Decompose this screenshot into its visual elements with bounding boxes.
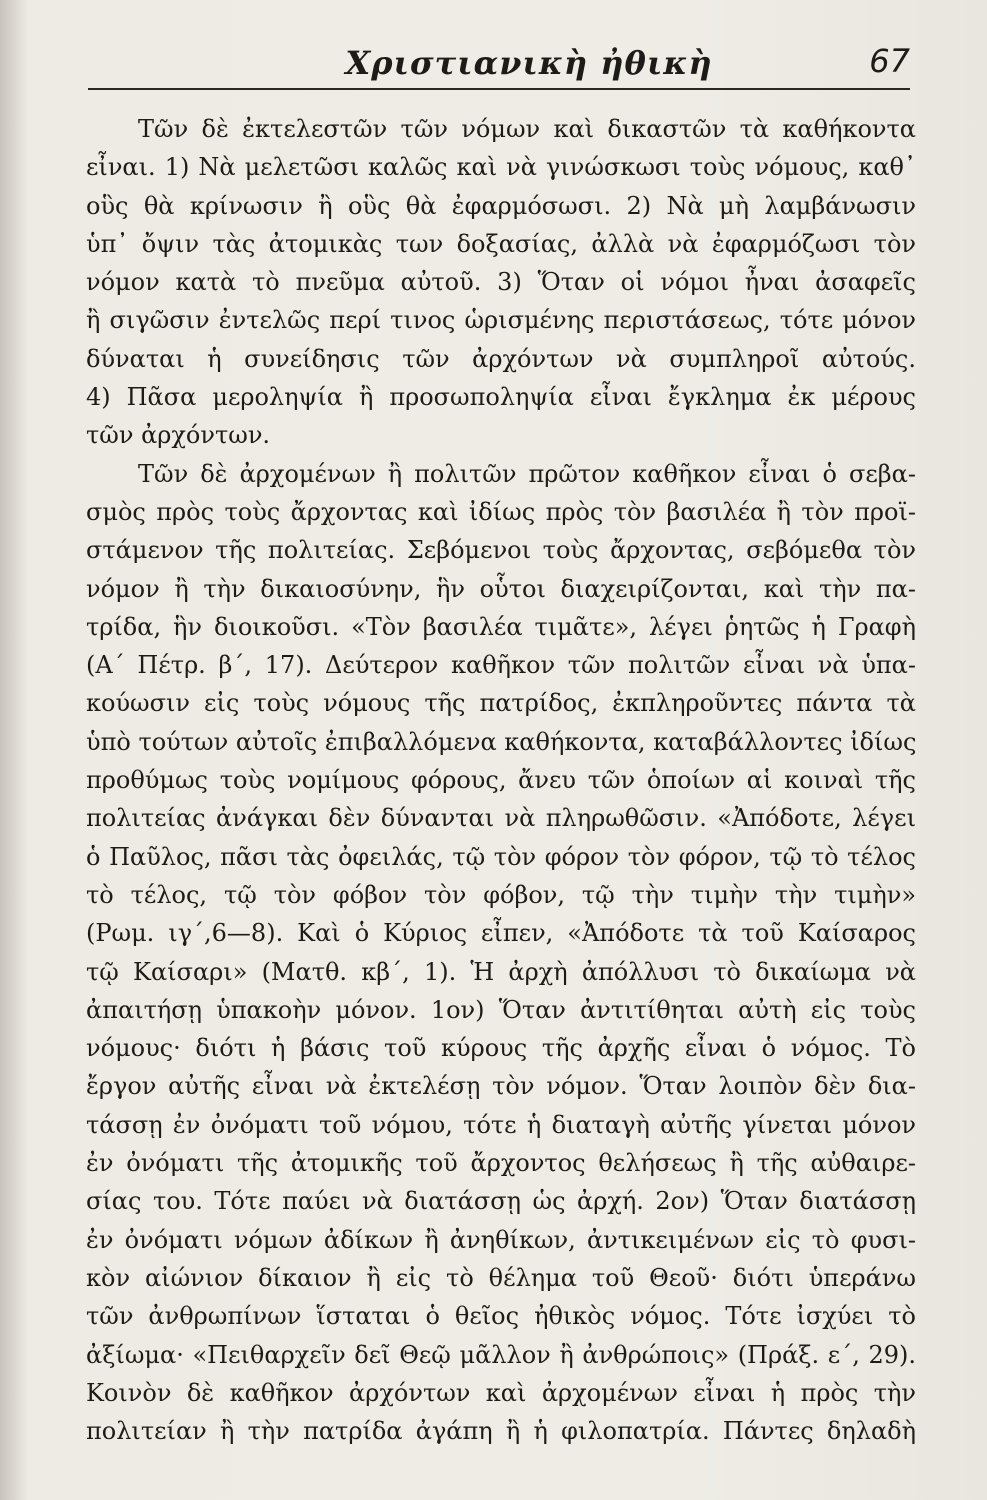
text-line: εἶναι. 1) Νὰ μελετῶσι καλῶς καὶ νὰ γινώσκωσι τοὺς νόμους, καθ᾿	[86, 153, 916, 182]
text-line: τῶν ἀνθρωπίνων ἵσταται ὁ θεῖος ἠθικὸς νόμος. Τότε ἰσχύει τὸ	[86, 1302, 916, 1331]
text-line: ὑπ᾿ ὄψιν τὰς ἀτομικὰς των δοξασίας, ἀλλὰ νὰ ἐφαρμόζωσι τὸν	[86, 229, 916, 258]
text-line: σίας του. Τότε παύει νὰ διατάσσῃ ὡς ἀρχή. 2ον) Ὅταν διατάσσῃ	[86, 1187, 916, 1216]
text-line: πολιτείας ἀνάγκαι δὲν δύνανται νὰ πληρωθῶσιν. «Ἀπόδοτε, λέγει	[86, 804, 916, 833]
text-line: ἀπαιτήσῃ ὑπακοὴν μόνον. 1ον) Ὅταν ἀντιτίθηται αὐτὴ εἰς τοὺς	[86, 995, 916, 1024]
body-text	[86, 110, 916, 1450]
text-line: (Α΄ Πέτρ. β΄, 17). Δεύτερον καθῆκον τῶν πολιτῶν εἶναι νὰ ὑπα-	[86, 651, 916, 680]
text-line: ἐν ὀνόματι νόμων ἀδίκων ἢ ἀνηθίκων, ἀντικειμένων εἰς τὸ φυσι-	[86, 1225, 916, 1254]
text-line: τῷ Καίσαρι» (Ματθ. κβ΄, 1). Ἡ ἀρχὴ ἀπόλλυσι τὸ δικαίωμα νὰ	[86, 957, 916, 986]
text-line: κὸν αἰώνιον δίκαιον ἢ εἰς τὸ θέλημα τοῦ Θεοῦ· διότι ὑπεράνω	[86, 1263, 916, 1292]
text-line: νόμους· διότι ἡ βάσις τοῦ κύρους τῆς ἀρχῆς εἶναι ὁ νόμος. Τὸ	[86, 1034, 916, 1063]
text-line: σμὸς πρὸς τοὺς ἄρχοντας καὶ ἰδίως πρὸς τὸν βασιλέα ἢ τὸν προϊ-	[86, 497, 916, 526]
text-line: στάμενον τῆς πολιτείας. Σεβόμενοι τοὺς ἄρχοντας, σεβόμεθα τὸν	[86, 536, 916, 565]
text-line: Τῶν δὲ ἐκτελεστῶν τῶν νόμων καὶ δικαστῶν τὰ καθήκοντα	[138, 115, 916, 143]
text-line: οὓς θὰ κρίνωσιν ἢ οὓς θὰ ἐφαρμόσωσι. 2) Νὰ μὴ λαμβάνωσιν	[86, 191, 916, 220]
text-line: πολιτείαν ἢ τὴν πατρίδα ἀγάπη ἢ ἡ φιλοπατρία. Πάντες δηλαδὴ	[86, 1417, 916, 1446]
text-line: ἔργον αὐτῆς εἶναι νὰ ἐκτελέσῃ τὸν νόμον. Ὅταν λοιπὸν δὲν δια-	[86, 1072, 916, 1101]
text-line: νόμον ἢ τὴν δικαιοσύνην, ἣν οὗτοι διαχειρίζονται, καὶ τὴν πα-	[86, 574, 916, 603]
text-line: προθύμως τοὺς νομίμους φόρους, ἄνευ τῶν ὁποίων αἱ κοιναὶ τῆς	[86, 766, 916, 795]
text-line: Τῶν δὲ ἀρχομένων ἢ πολιτῶν πρῶτον καθῆκον εἶναι ὁ σεβα-	[138, 459, 916, 488]
text-line: ἀξίωμα· «Πειθαρχεῖν δεῖ Θεῷ μᾶλλον ἢ ἀνθρώποις» (Πράξ. ε΄, 29).	[86, 1340, 916, 1369]
text-line: ὑπὸ τούτων αὐτοῖς ἐπιβαλλόμενα καθήκοντα, καταβάλλοντες ἰδίως	[86, 727, 917, 756]
text-line: Κοινὸν δὲ καθῆκον ἀρχόντων καὶ ἀρχομένων εἶναι ἡ πρὸς τὴν	[86, 1378, 916, 1407]
text-line: τῶν ἀρχόντων.	[86, 421, 271, 450]
text-line: δύναται ἡ συνείδησις τῶν ἀρχόντων νὰ συμπληροῖ αὐτούς.	[86, 344, 916, 373]
text-line: κούωσιν εἰς τοὺς νόμους τῆς πατρίδος, ἐκπληροῦντες πάντα τὰ	[86, 689, 916, 718]
text-line: ἢ σιγῶσιν ἐντελῶς περί τινος ὡρισμένης περιστάσεως, τότε μόνον	[86, 306, 916, 335]
page-number: 67	[869, 42, 910, 80]
text-line: νόμον κατὰ τὸ πνεῦμα αὐτοῦ. 3) Ὅταν οἱ νόμοι ἦναι ἀσαφεῖς	[86, 268, 916, 297]
running-title: Χριστιανικὴ ἠθικὴ	[345, 44, 713, 82]
text-line: (Ρωμ. ιγ΄,6—8). Καὶ ὁ Κύριος εἶπεν, «Ἀπόδοτε τὰ τοῦ Καίσαρος	[86, 919, 916, 948]
text-line: 4) Πᾶσα μεροληψία ἢ προσωποληψία εἶναι ἔγκλημα ἐκ μέρους	[86, 383, 916, 412]
page-header	[88, 28, 910, 90]
text-line: τὸ τέλος, τῷ τὸν φόβον τὸν φόβον, τῷ τὴν τιμὴν τὴν τιμὴν»	[86, 880, 916, 909]
text-line: ἐν ὀνόματι τῆς ἀτομικῆς τοῦ ἄρχοντος θελήσεως ἢ τῆς αὐθαιρε-	[86, 1149, 916, 1178]
text-line: ὁ Παῦλος, πᾶσι τὰς ὀφειλάς, τῷ τὸν φόρον τὸν φόρον, τῷ τὸ τέλος	[86, 842, 916, 871]
gutter-shadow	[0, 0, 28, 1500]
text-line: τάσσῃ ἐν ὀνόματι τοῦ νόμου, τότε ἡ διαταγὴ αὐτῆς γίνεται μόνον	[86, 1110, 916, 1139]
text-line: τρίδα, ἣν διοικοῦσι. «Τὸν βασιλέα τιμᾶτε», λέγει ῥητῶς ἡ Γραφὴ	[86, 612, 916, 641]
